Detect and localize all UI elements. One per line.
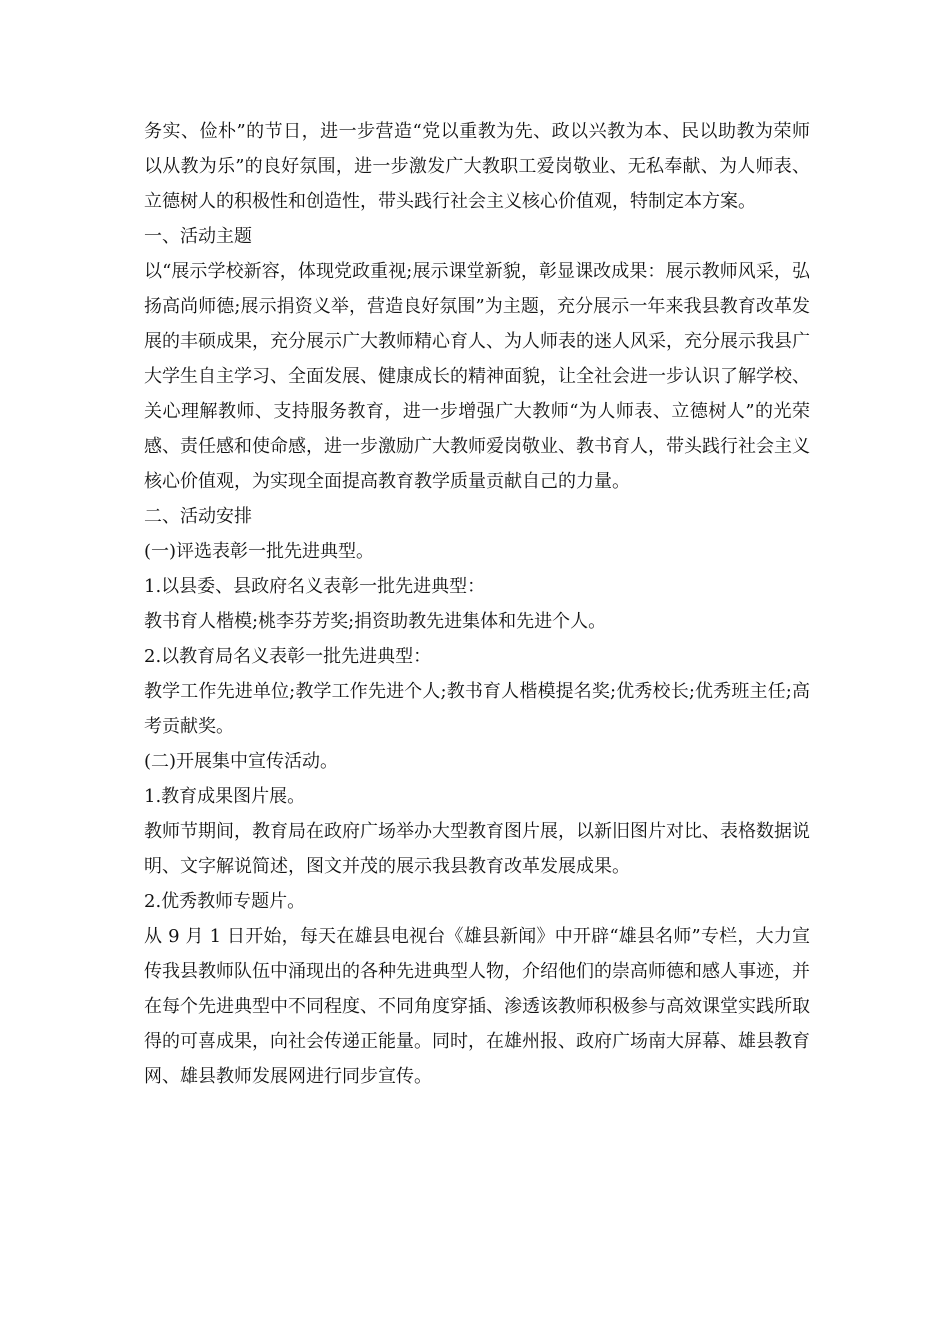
document-body: [144, 114, 810, 1094]
subheading-publicity: (二)开展集中宣传活动。: [144, 751, 339, 772]
item-county-commendation: 1.以县委、县政府名义表彰一批先进典型：: [144, 576, 486, 597]
heading-activity-theme: 一、活动主题: [144, 226, 252, 247]
paragraph-county-awards: 教书育人楷模;桃李芬芳奖;捐资助教先进集体和先进个人。: [144, 611, 607, 632]
paragraph-photo-exhibition: 教师节期间，教育局在政府广场举办大型教育图片展，以新旧图片对比、表格数据说明、文字解说简述，图文并茂的展示我县教育改革发展成果。: [144, 821, 810, 877]
subheading-commendation: (一)评选表彰一批先进典型。: [144, 541, 375, 562]
paragraph-intro: 务实、俭朴”的节日，进一步营造“党以重教为先、政以兴教为本、民以助教为荣师以从教为乐”的良好氛围，进一步激发广大教职工爱岗敬业、无私奉献、为人师表、立德树人的积极性和创造性，带头践行社会主义核心价值观，特制定本方案。: [144, 121, 810, 212]
item-bureau-commendation: 2.以教育局名义表彰一批先进典型：: [144, 646, 432, 667]
paragraph-bureau-awards: 教学工作先进单位;教学工作先进个人;教书育人楷模提名奖;优秀校长;优秀班主任;高考贡献奖。: [144, 681, 810, 737]
item-photo-exhibition: 1.教育成果图片展。: [144, 786, 306, 807]
item-teacher-feature: 2.优秀教师专题片。: [144, 891, 306, 912]
paragraph-teacher-feature: 从 9 月 1 日开始，每天在雄县电视台《雄县新闻》中开辟“雄县名师”专栏，大力宣传我县教师队伍中涌现出的各种先进典型人物，介绍他们的崇高师德和感人事迹，并在每个先进典型中不同程度、不同角度穿插、渗透该教师积极参与高效课堂实践所取得的可喜成果，向社会传递正能量。同时，在雄州报、政府广场南大屏幕、雄县教育网、雄县教师发展网进行同步宣传。: [144, 926, 810, 1087]
paragraph-theme: 以“展示学校新容，体现党政重视;展示课堂新貌，彰显课改成果：展示教师风采，弘扬高尚师德;展示捐资义举，营造良好氛围”为主题，充分展示一年来我县教育改革发展的丰硕成果，充分展示广大教师精心育人、为人师表的迷人风采，充分展示我县广大学生自主学习、全面发展、健康成长的精神面貌，让全社会进一步认识了解学校、关心理解教师、支持服务教育，进一步增强广大教师“为人师表、立德树人”的光荣感、责任感和使命感，进一步激励广大教师爱岗敬业、教书育人，带头践行社会主义核心价值观，为实现全面提高教育教学质量贡献自己的力量。: [144, 261, 810, 492]
heading-activity-arrangement: 二、活动安排: [144, 506, 252, 527]
